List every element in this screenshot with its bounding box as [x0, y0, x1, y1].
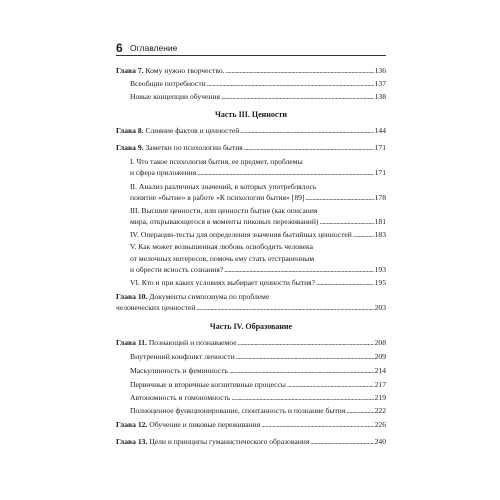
- leader-dots: [353, 230, 374, 240]
- section-title-line: III. Высшие ценности, или ценности бытия (как описания: [130, 206, 318, 215]
- chapter-title: Обучение и пиковые переживания: [149, 420, 261, 429]
- page-ref: 138: [374, 92, 386, 101]
- page-ref: 208: [374, 338, 386, 347]
- leader-dots: [224, 265, 373, 275]
- chapter-title: Кому нужно творчество.: [145, 66, 225, 75]
- chapter-label: Глава 7.: [116, 66, 144, 75]
- page-ref: 144: [374, 126, 386, 135]
- toc-entry-chapter-10: [116, 292, 386, 302]
- leader-dots: [305, 193, 373, 203]
- chapter-title: Документы симпозиума по проблеме: [149, 292, 270, 301]
- section-title-line: от мелочных интересов, помочь ему стать отстраненным: [130, 254, 315, 263]
- section-title: мира, открывающегося в моменты пиковых переживаний): [130, 217, 319, 226]
- leader-dots: [316, 278, 374, 288]
- toc-entry-chapter-7: [116, 66, 386, 76]
- leader-dots: [244, 143, 374, 153]
- section-title: Маскулинность и феминность: [130, 366, 228, 375]
- toc-entry-section: [130, 380, 386, 390]
- page-ref: 222: [374, 406, 386, 415]
- page-ref: 209: [374, 352, 386, 361]
- page-ref: 240: [374, 437, 386, 446]
- section-title: и обрести ясность сознания?: [130, 265, 224, 274]
- toc-entry-section: [130, 79, 386, 89]
- page-ref: 226: [374, 420, 386, 429]
- leader-dots: [231, 393, 373, 403]
- page-number: 6: [116, 41, 123, 55]
- section-title: понятие «бытие» в работе «К психологии бытия» [89]: [130, 193, 305, 202]
- page-ref: 171: [374, 168, 386, 177]
- page-ref: 195: [374, 278, 386, 287]
- leader-dots: [236, 352, 374, 362]
- chapter-label: Глава 8.: [116, 126, 144, 135]
- chapter-title: Цели и принципы гуманистического образования: [149, 437, 310, 446]
- leader-dots: [319, 217, 373, 227]
- section-title: Новые концепции обучения: [130, 92, 220, 101]
- chapter-label: Глава 11.: [116, 338, 147, 347]
- chapter-title: Заметки по психологии бытия: [145, 143, 243, 152]
- section-title-line: I. Что такое психология бытия, ее предмет, проблемы: [130, 157, 303, 166]
- chapter-label: Глава 13.: [116, 437, 148, 446]
- toc-entry-section: [130, 92, 386, 102]
- part-heading-4: Часть IV. Образование: [209, 322, 293, 331]
- section-title: Внутренний конфликт личности: [130, 352, 235, 361]
- leader-dots: [196, 303, 373, 313]
- toc-entry-section: [130, 393, 386, 403]
- chapter-title: Познающий и познаваемое: [148, 338, 237, 347]
- page-ref: 171: [374, 143, 386, 152]
- toc-entry-chapter-11: [116, 338, 386, 348]
- section-title-line: II. Анализ различных значений, в которых употреблялось: [130, 182, 317, 191]
- chapter-title: человеческих ценностей: [116, 303, 196, 312]
- toc-entry-section: [130, 230, 386, 240]
- page-ref: 219: [374, 393, 386, 402]
- section-title: Автономность и гомономность: [130, 393, 231, 402]
- leader-dots: [287, 380, 374, 390]
- toc-entry-chapter-13: [116, 437, 386, 447]
- toc-entry-section: [130, 406, 386, 416]
- chapter-label: Глава 10.: [116, 292, 148, 301]
- toc-entry-chapter-12: [116, 420, 386, 430]
- leader-dots: [240, 126, 373, 136]
- toc-entry-chapter-10-cont: [116, 303, 386, 313]
- page-ref: 183: [374, 230, 386, 239]
- page-ref: 217: [374, 380, 386, 389]
- toc-entry-section: [130, 217, 386, 227]
- section-title: Полноценное функционирование, спонтанность и познание бытия: [130, 406, 346, 415]
- section-title: и сфера приложения: [130, 168, 197, 177]
- section-title-line: V. Как может возвышенная любовь освободить человека: [130, 242, 313, 251]
- toc-entry-section: [130, 168, 386, 178]
- leader-dots: [346, 406, 373, 416]
- chapter-label: Глава 9.: [116, 143, 144, 152]
- section-title: Всеобщие потребности: [130, 79, 206, 88]
- chapter-label: Глава 12.: [116, 420, 148, 429]
- toc-entry-section: [130, 193, 386, 203]
- leader-dots: [229, 366, 374, 376]
- page-ref: 137: [374, 79, 386, 88]
- chapter-title: Слияние фактов и ценностей: [145, 126, 240, 135]
- toc-entry-section: [130, 366, 386, 376]
- leader-dots: [226, 66, 374, 76]
- toc-entry-chapter-9: [116, 143, 386, 153]
- section-title: VI. Кто и при каких условиях выбирает ценности бытия?: [130, 278, 316, 287]
- page-ref: 214: [374, 366, 386, 375]
- page-ref: 193: [374, 265, 386, 274]
- section-title: Первичные и вторичные когнитивные процессы: [130, 380, 286, 389]
- toc-entry-chapter-8: [116, 126, 386, 136]
- leader-dots: [310, 437, 373, 447]
- leader-dots: [261, 420, 373, 430]
- toc-entry-section: [130, 278, 386, 288]
- page-ref: 136: [374, 66, 386, 75]
- section-title: IV. Операции-тесты для определения значения бытийных ценностей: [130, 230, 352, 239]
- page-ref: 203: [374, 303, 386, 312]
- leader-dots: [238, 338, 374, 348]
- page-ref: 181: [374, 217, 386, 226]
- header-rule: [116, 55, 386, 56]
- toc-entry-section: [130, 265, 386, 275]
- page-ref: 178: [374, 193, 386, 202]
- running-title: Оглавление: [130, 43, 178, 53]
- part-heading-3: Часть III. Ценности: [214, 110, 287, 119]
- leader-dots: [197, 168, 373, 178]
- toc-entry-section: [130, 352, 386, 362]
- leader-dots: [207, 79, 374, 89]
- leader-dots: [221, 92, 374, 102]
